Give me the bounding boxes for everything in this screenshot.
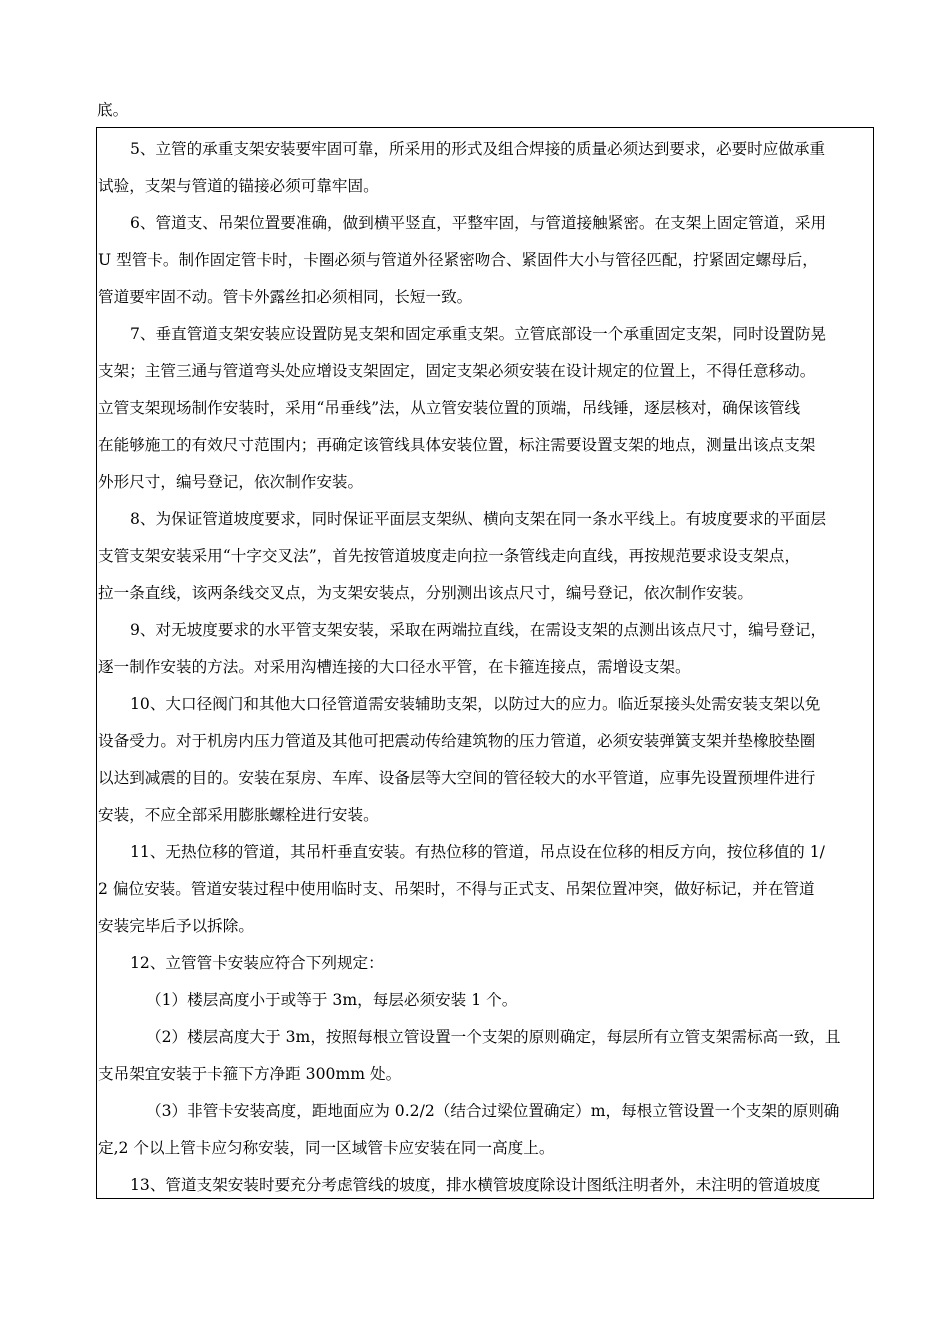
text-line: 安装，不应全部采用膨胀螺栓进行安装。 xyxy=(98,806,379,824)
text-line: 立管支架现场制作安装时，采用“吊垂线”法，从立管安装位置的顶端，吊线锤，逐层核对，确保该管线 xyxy=(98,399,801,417)
text-line: 7、垂直管道支架安装应设置防晃支架和固定承重支架。立管底部设一个承重固定支架，同时设置防晃 xyxy=(130,325,827,343)
text-line: 13、管道支架安装时要充分考虑管线的坡度，排水横管坡度除设计图纸注明者外，未注明的管道坡度 xyxy=(130,1176,821,1194)
text-line: 12、立管管卡安装应符合下列规定： xyxy=(130,954,384,972)
text-line: 支管支架安装采用“十字交叉法”，首先按管道坡度走向拉一条管线走向直线，再按规范要求设支架点， xyxy=(98,547,801,565)
text-line: 拉一条直线，该两条线交叉点，为支架安装点，分别测出该点尺寸，编号登记，依次制作安装。 xyxy=(98,584,753,602)
text-line: 逐一制作安装的方法。对采用沟槽连接的大口径水平管，在卡箍连接点，需增设支架。 xyxy=(98,658,691,676)
text-line: 以达到减震的目的。安装在泵房、车库、设备层等大空间的管径较大的水平管道，应事先设置预埋件进行 xyxy=(98,769,816,787)
text-line: 6、管道支、吊架位置要准确，做到横平竖直，平整牢固，与管道接触紧密。在支架上固定管道，采用 xyxy=(130,214,827,232)
text-line: 管道要牢固不动。管卡外露丝扣必须相同，长短一致。 xyxy=(98,288,473,306)
text-line: 试验，支架与管道的锚接必须可靠牢固。 xyxy=(98,177,379,195)
text-line: （1）楼层高度小于或等于 3m，每层必须安装 1 个。 xyxy=(146,991,518,1009)
text-line: 设备受力。对于机房内压力管道及其他可把震动传给建筑物的压力管道，必须安装弹簧支架并垫橡胶垫圈 xyxy=(98,732,816,750)
text-line: 11、无热位移的管道，其吊杆垂直安装。有热位移的管道，吊点设在位移的相反方向，按位移值的 1/ xyxy=(130,843,825,861)
text-line: 安装完毕后予以拆除。 xyxy=(98,917,254,935)
text-line: 支架；主管三通与管道弯头处应增设支架固定，固定支架必须安装在设计规定的位置上，不得任意移动。 xyxy=(98,362,816,380)
text-line: 支吊架宜安装于卡箍下方净距 300mm 处。 xyxy=(98,1065,402,1083)
text-line: 定,2 个以上管卡应匀称安装，同一区域管卡应安装在同一高度上。 xyxy=(98,1139,555,1157)
continuation-text: 底。 xyxy=(97,101,129,119)
text-line: 8、为保证管道坡度要求，同时保证平面层支架纵、横向支架在同一条水平线上。有坡度要求的平面层 xyxy=(130,510,827,528)
text-line: 在能够施工的有效尺寸范围内；再确定该管线具体安装位置，标注需要设置支架的地点，测量出该点支架 xyxy=(98,436,816,454)
text-line: 10、大口径阀门和其他大口径管道需安装辅助支架，以防过大的应力。临近泵接头处需安装支架以免 xyxy=(130,695,821,713)
text-line: 2 偏位安装。管道安装过程中使用临时支、吊架时，不得与正式支、吊架位置冲突，做好标记，并在管道 xyxy=(98,880,815,898)
text-line: 外形尺寸，编号登记，依次制作安装。 xyxy=(98,473,364,491)
text-line: 5、立管的承重支架安装要牢固可靠，所采用的形式及组合焊接的质量必须达到要求，必要时应做承重 xyxy=(130,140,826,158)
text-line: （2）楼层高度大于 3m，按照每根立管设置一个支架的原则确定，每层所有立管支架需标高一致，且 xyxy=(146,1028,841,1046)
text-line: （3）非管卡安装高度，距地面应为 0.2/2（结合过梁位置确定）m，每根立管设置一个支架的原则确 xyxy=(146,1102,840,1120)
text-line: U 型管卡。制作固定管卡时，卡圈必须与管道外径紧密吻合、紧固件大小与管径匹配，拧紧固定螺母后， xyxy=(98,251,818,269)
text-line: 9、对无坡度要求的水平管支架安装，采取在两端拉直线，在需设支架的点测出该点尺寸，编号登记， xyxy=(130,621,827,639)
